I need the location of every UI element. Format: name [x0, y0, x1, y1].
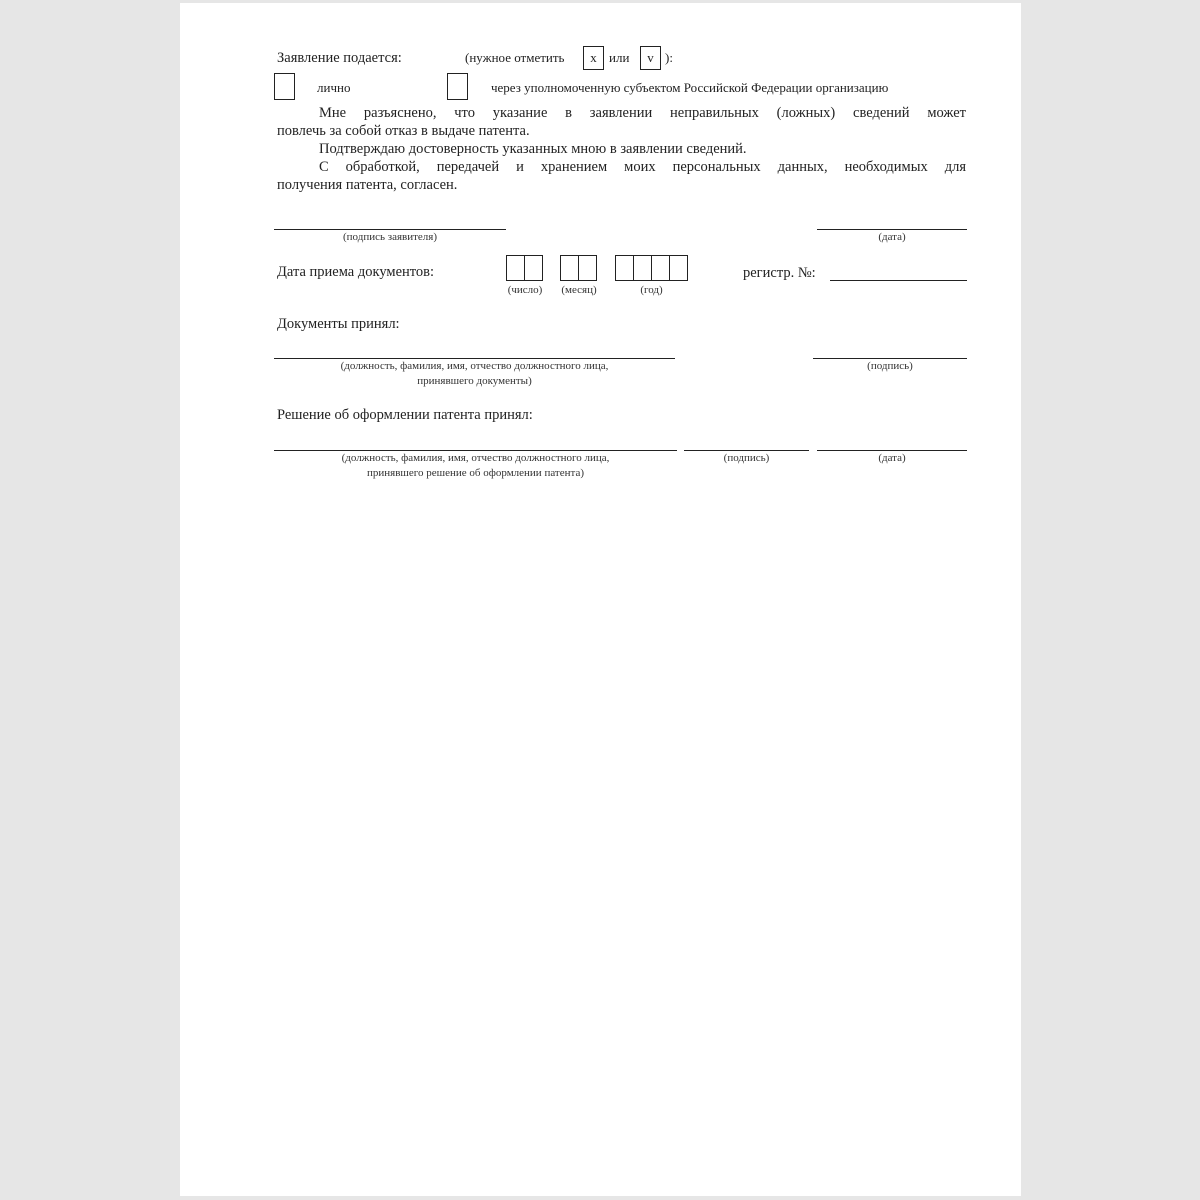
accepted-official-caption-2: принявшего документы)	[417, 375, 532, 387]
mark-instruction: (нужное отметить	[465, 50, 565, 65]
submitted-label: Заявление подается:	[277, 50, 402, 66]
accepted-official-line[interactable]	[274, 358, 675, 359]
in-person-checkbox[interactable]	[274, 73, 295, 100]
mark-or: или	[609, 50, 630, 65]
accepted-signature-caption: (подпись)	[867, 360, 913, 372]
decision-official-caption-2: принявшего решение об оформлении патента)	[367, 467, 584, 479]
decision-label: Решение об оформлении патента принял:	[277, 407, 533, 423]
mark-suffix: ):	[665, 50, 673, 65]
decision-official-line[interactable]	[274, 450, 677, 451]
decision-signature-caption: (подпись)	[723, 452, 770, 464]
year-cell-2[interactable]	[633, 255, 652, 281]
via-org-label: через уполномоченную субъектом Российской Федерации организацию	[491, 80, 889, 95]
reg-number-line[interactable]	[830, 280, 967, 281]
in-person-label: лично	[317, 80, 351, 95]
month-cell-1[interactable]	[560, 255, 579, 281]
year-cell-3[interactable]	[651, 255, 670, 281]
mark-v-box	[640, 46, 661, 70]
decision-date-line[interactable]	[817, 450, 967, 451]
year-cell-1[interactable]	[615, 255, 634, 281]
mark-x-box	[583, 46, 604, 70]
accepted-signature-line[interactable]	[813, 358, 967, 359]
accepted-official-caption-1: (должность, фамилия, имя, отчество должностного лица,	[340, 360, 609, 372]
decision-signature-line[interactable]	[684, 450, 809, 451]
reception-date-label: Дата приема документов:	[277, 264, 435, 280]
applicant-signature-line[interactable]	[274, 229, 506, 230]
document-page	[180, 3, 1021, 1196]
decision-official-caption-1: (должность, фамилия, имя, отчество должностного лица,	[341, 452, 610, 464]
applicant-date-caption: (дата)	[878, 231, 906, 243]
day-caption: (число)	[507, 284, 543, 296]
year-cell-4[interactable]	[669, 255, 688, 281]
statement-confirm: Подтверждаю достоверность указанных мною в заявлении сведений.	[319, 141, 747, 157]
month-caption: (месяц)	[561, 284, 597, 296]
decision-date-caption: (дата)	[878, 452, 906, 464]
applicant-date-line[interactable]	[817, 229, 967, 230]
year-caption: (год)	[640, 284, 663, 296]
applicant-signature-caption: (подпись заявителя)	[342, 231, 438, 243]
reg-number-label: регистр. №:	[743, 265, 816, 281]
day-cell-2[interactable]	[524, 255, 543, 281]
statement-warning-line2: повлечь за собой отказ в выдаче патента.	[277, 123, 530, 139]
mark-v-text: v	[647, 50, 654, 65]
statement-consent-line1: С обработкой, передачей и хранением моих персональных данных, необходимых для	[319, 159, 966, 175]
month-cell-2[interactable]	[578, 255, 597, 281]
statement-consent-line2: получения патента, согласен.	[277, 177, 458, 193]
day-cell-1[interactable]	[506, 255, 525, 281]
accepted-label: Документы принял:	[277, 316, 400, 332]
mark-x-text: x	[590, 50, 597, 65]
via-org-checkbox[interactable]	[447, 73, 468, 100]
statement-warning-line1: Мне разъяснено, что указание в заявлении неправильных (ложных) сведений может	[319, 105, 966, 121]
